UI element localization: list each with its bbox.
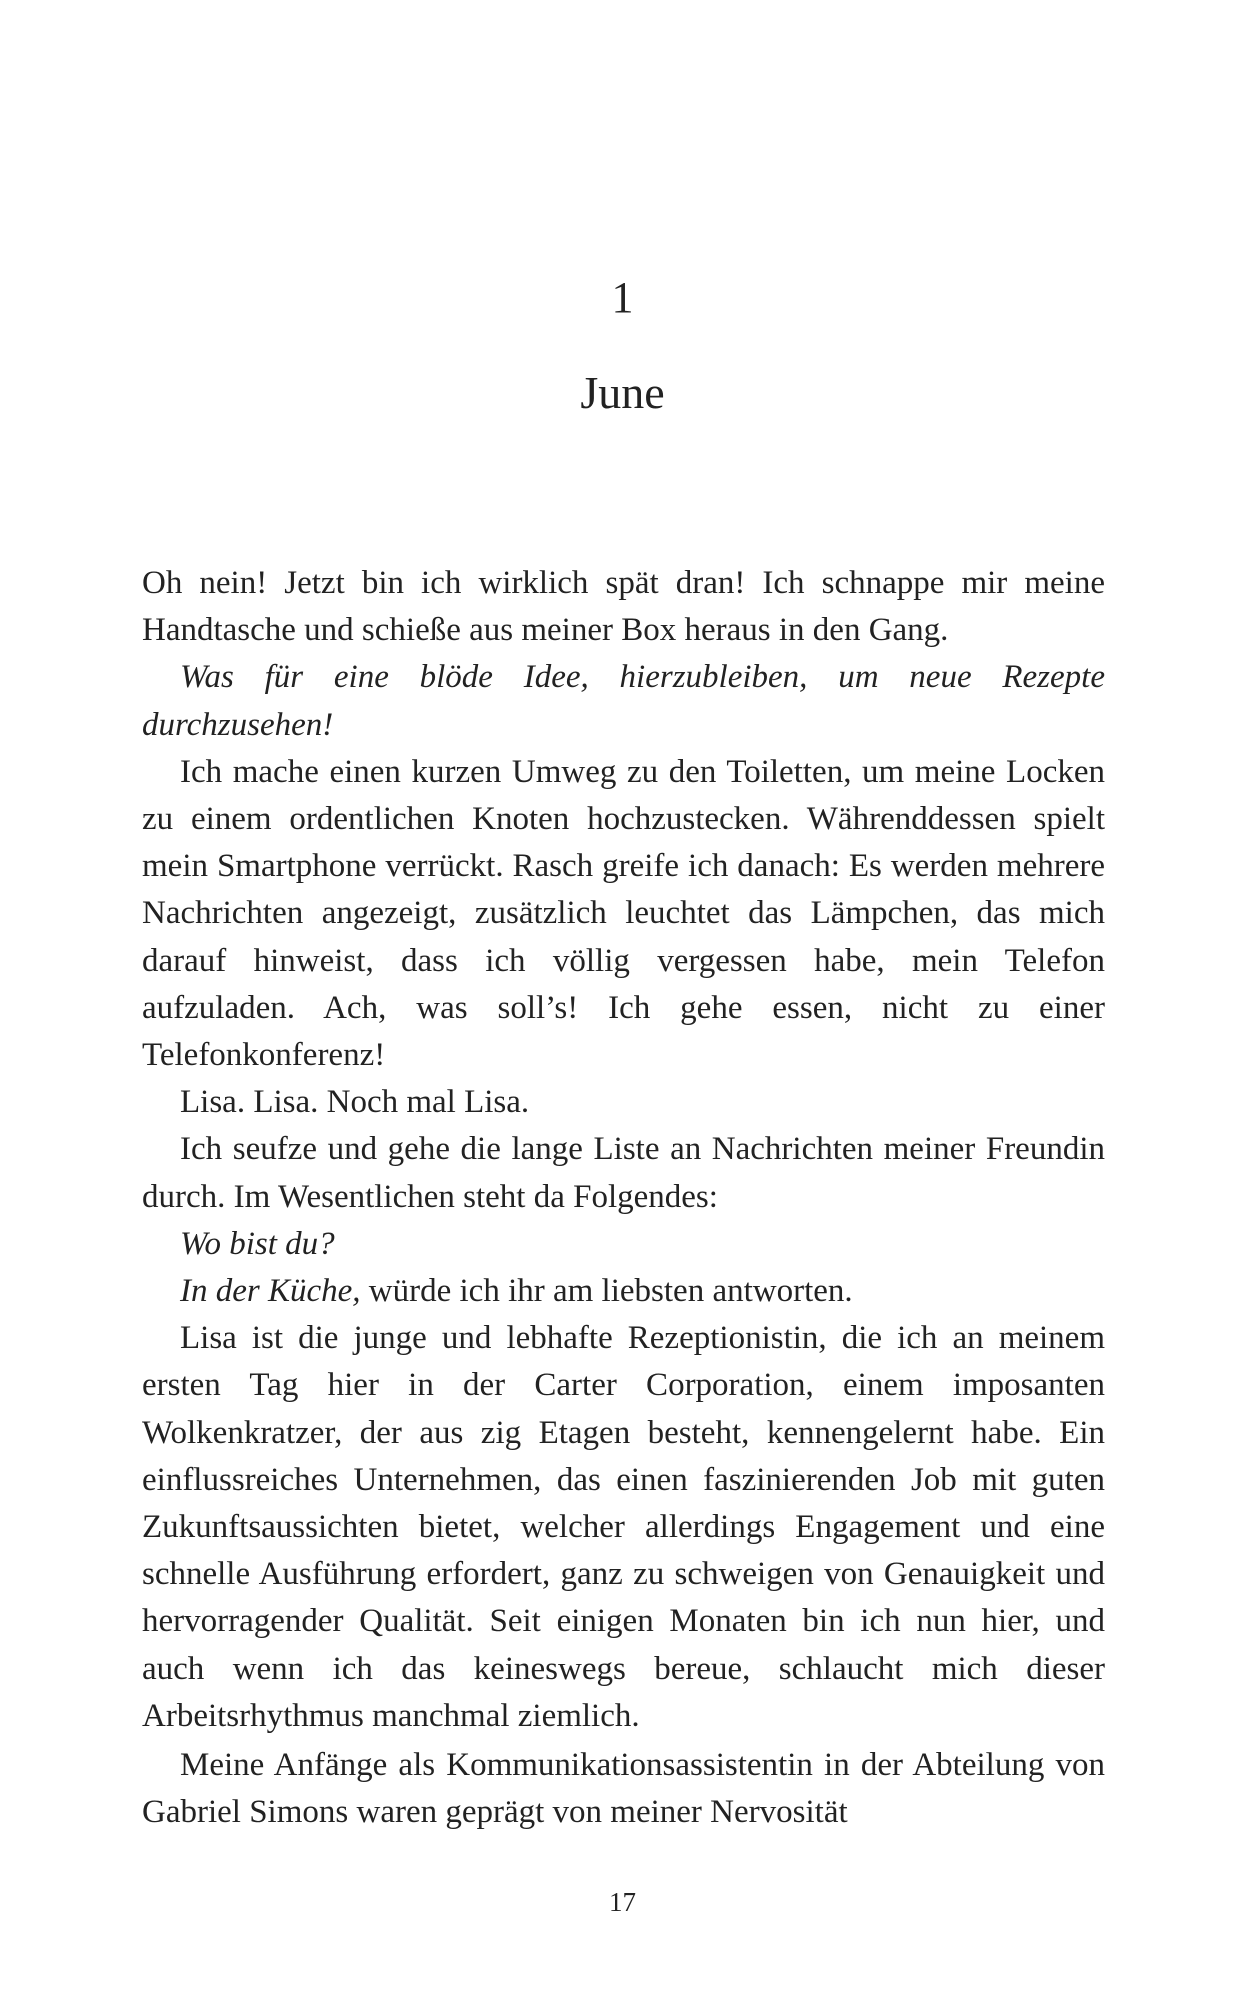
italic-text: In der Küche, bbox=[180, 1273, 361, 1310]
paragraph bbox=[142, 654, 1105, 748]
paragraph bbox=[142, 1221, 1105, 1268]
paragraph-text: Oh nein! Jetzt bin ich wirklich spät dran! Ich schnappe mir meine Handtasche und schieße aus meiner Box heraus in den Gang. bbox=[142, 565, 1105, 649]
paragraph-text: Ich mache einen kurzen Umweg zu den Toiletten, um meine Locken zu einem ordentlichen Knoten hochzustecken. Währenddessen spielt mein Smartphone verrückt. Rasch greife ich danach: Es werden mehrere Nachrichten angezeigt, zusätzlich leuchtet das Lämpchen, das mich darauf hinweist, dass ich völlig vergessen habe, mein Telefon aufzuladen. Ach, was soll’s! Ich gehe essen, nicht zu einer Telefonkonferenz! bbox=[142, 753, 1105, 1074]
paragraph bbox=[142, 1126, 1105, 1220]
paragraph bbox=[142, 1268, 1105, 1315]
paragraph bbox=[142, 1315, 1105, 1740]
paragraph bbox=[142, 749, 1105, 1079]
paragraph-text: würde ich ihr am liebsten antworten. bbox=[360, 1273, 853, 1310]
chapter-body-text bbox=[142, 560, 1105, 1836]
chapter-title: June bbox=[580, 367, 665, 418]
paragraph bbox=[142, 560, 1105, 654]
italic-text: Was für eine blöde Idee, hierzubleiben, um neue Rezepte durchzusehen! bbox=[142, 659, 1105, 743]
italic-text: Wo bist du? bbox=[180, 1225, 335, 1262]
paragraph-text: Lisa. Lisa. Noch mal Lisa. bbox=[180, 1084, 530, 1121]
paragraph-text: Lisa ist die junge und lebhafte Rezeptionistin, die ich an meinem ersten Tag hier in der Carter Corporation, einem imposanten Wolkenkratzer, der aus zig Etagen besteht, kennengelernt habe. Ein einflussreiches Unternehmen, das einen faszinierenden Job mit guten Zukunftsaussichten bietet, welcher allerdings Engagement und eine schnelle Ausführung erfordert, ganz zu schweigen von Genauigkeit und hervorragender Qualität. Seit einigen Monaten bin ich nun hier, und auch wenn ich das keineswegs bereue, schlaucht mich dieser Arbeitsrhythmus manchmal ziemlich. bbox=[142, 1320, 1105, 1734]
chapter-number: 1 bbox=[611, 273, 634, 322]
paragraph-text: Ich seufze und gehe die lange Liste an Nachrichten meiner Freundin durch. Im Wesentlichen steht da Folgendes: bbox=[142, 1131, 1105, 1215]
paragraph-text: Meine Anfänge als Kommunikationsassistentin in der Abteilung von Gabriel Simons waren geprägt von meiner Nervosität bbox=[142, 1747, 1105, 1831]
page-number: 17 bbox=[609, 1887, 636, 1917]
paragraph bbox=[142, 1079, 1105, 1126]
paragraph bbox=[142, 1742, 1105, 1836]
